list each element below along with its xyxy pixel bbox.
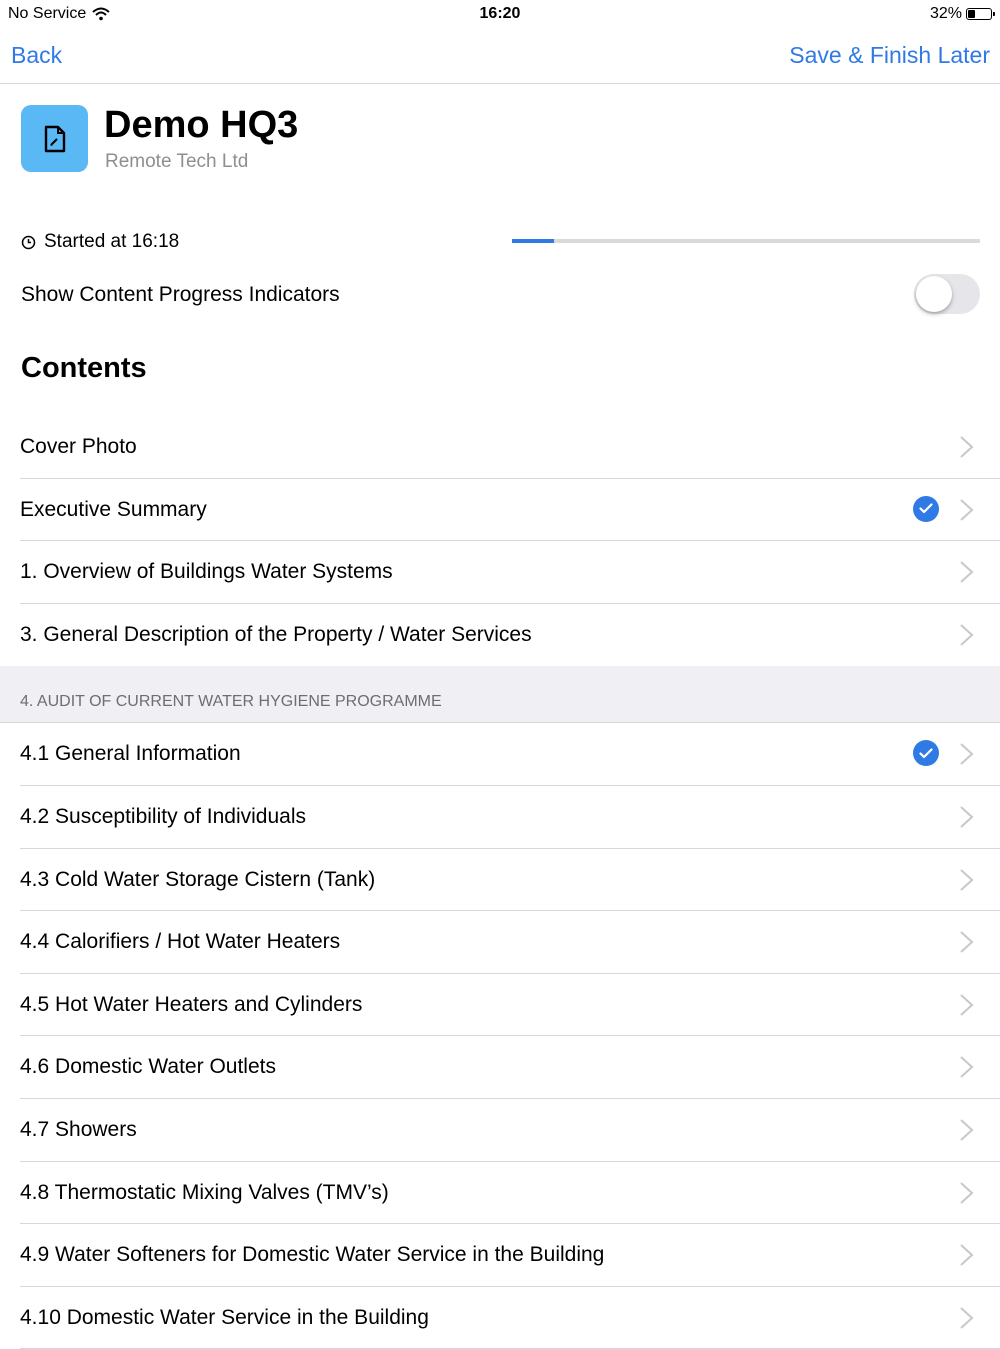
list-item[interactable] <box>20 1224 1000 1287</box>
chevron-right-icon <box>956 805 976 829</box>
navigation-bar <box>0 28 1000 84</box>
list-item[interactable] <box>20 1099 1000 1162</box>
chevron-right-icon <box>956 1055 976 1079</box>
status-right <box>930 5 992 23</box>
list-item-label: 4.7 Showers <box>20 1117 137 1141</box>
chevron-right-icon <box>956 1243 976 1267</box>
list-item-label: 4.3 Cold Water Storage Cistern (Tank) <box>20 867 376 891</box>
chevron-right-icon <box>956 560 976 584</box>
list-item[interactable] <box>20 1036 1000 1099</box>
toggle-knob <box>916 276 952 312</box>
list-item-label: 4.10 Domestic Water Service in the Building <box>20 1305 429 1329</box>
list-item-label: 4.9 Water Softeners for Domestic Water Service in the Building <box>20 1243 605 1267</box>
list-item[interactable] <box>20 723 1000 786</box>
contents-list <box>0 416 1000 1349</box>
save-finish-later-button[interactable]: Save & Finish Later <box>789 42 990 68</box>
list-item[interactable] <box>20 541 1000 604</box>
progress-indicators-label: Show Content Progress Indicators <box>21 283 340 306</box>
chevron-right-icon <box>956 1118 976 1142</box>
list-item[interactable] <box>20 604 1000 667</box>
list-item[interactable] <box>20 786 1000 849</box>
page-subtitle: Remote Tech Ltd <box>105 151 249 172</box>
chevron-right-icon <box>956 498 976 522</box>
list-item[interactable] <box>20 974 1000 1037</box>
chevron-right-icon <box>956 868 976 892</box>
list-item[interactable] <box>20 911 1000 974</box>
status-bar <box>0 0 1000 28</box>
progress-fill <box>512 239 554 243</box>
list-item-label: 4.2 Susceptibility of Individuals <box>20 804 306 828</box>
list-item-label: Executive Summary <box>20 497 207 521</box>
progress-indicators-toggle[interactable] <box>914 274 980 314</box>
list-item-label: 4.8 Thermostatic Mixing Valves (TMV’s) <box>20 1180 389 1204</box>
chevron-right-icon <box>956 742 976 766</box>
list-item[interactable] <box>20 1162 1000 1225</box>
progress-bar <box>512 239 980 243</box>
battery-percent: 32% <box>929 5 962 22</box>
chevron-right-icon <box>956 993 976 1017</box>
chevron-right-icon <box>956 435 976 459</box>
list-item[interactable] <box>20 849 1000 912</box>
chevron-right-icon <box>956 1181 976 1205</box>
list-item[interactable] <box>20 416 1000 479</box>
clock-icon <box>21 235 36 250</box>
list-item-label: 4.6 Domestic Water Outlets <box>20 1055 276 1079</box>
status-time: 16:20 <box>479 5 521 22</box>
chevron-right-icon <box>956 623 976 647</box>
list-item-label: 3. General Description of the Property / Water Services <box>20 622 532 646</box>
list-item-label: 4.1 General Information <box>20 742 241 766</box>
completed-check-icon <box>913 740 939 766</box>
list-item[interactable] <box>20 1287 1000 1349</box>
battery-fill <box>968 10 975 18</box>
chevron-right-icon <box>956 1306 976 1330</box>
started-text: Started at 16:18 <box>44 231 180 252</box>
battery-icon <box>966 8 992 20</box>
back-button[interactable]: Back <box>11 42 63 68</box>
list-item-label: Cover Photo <box>20 435 137 458</box>
list-item-label: 4.5 Hot Water Heaters and Cylinders <box>20 992 363 1016</box>
section-header-label: 4. AUDIT OF CURRENT WATER HYGIENE PROGRAMME <box>20 693 442 711</box>
chevron-right-icon <box>956 930 976 954</box>
list-item-label: 1. Overview of Buildings Water Systems <box>20 560 393 584</box>
list-item[interactable] <box>20 479 1000 542</box>
section-header <box>0 666 1000 723</box>
carrier-label: No Service <box>8 5 87 22</box>
document-edit-icon <box>21 105 88 172</box>
completed-check-icon <box>913 496 939 522</box>
contents-title: Contents <box>21 352 147 384</box>
list-item-label: 4.4 Calorifiers / Hot Water Heaters <box>20 930 341 954</box>
page-title: Demo HQ3 <box>104 104 299 146</box>
started-info <box>21 231 179 253</box>
